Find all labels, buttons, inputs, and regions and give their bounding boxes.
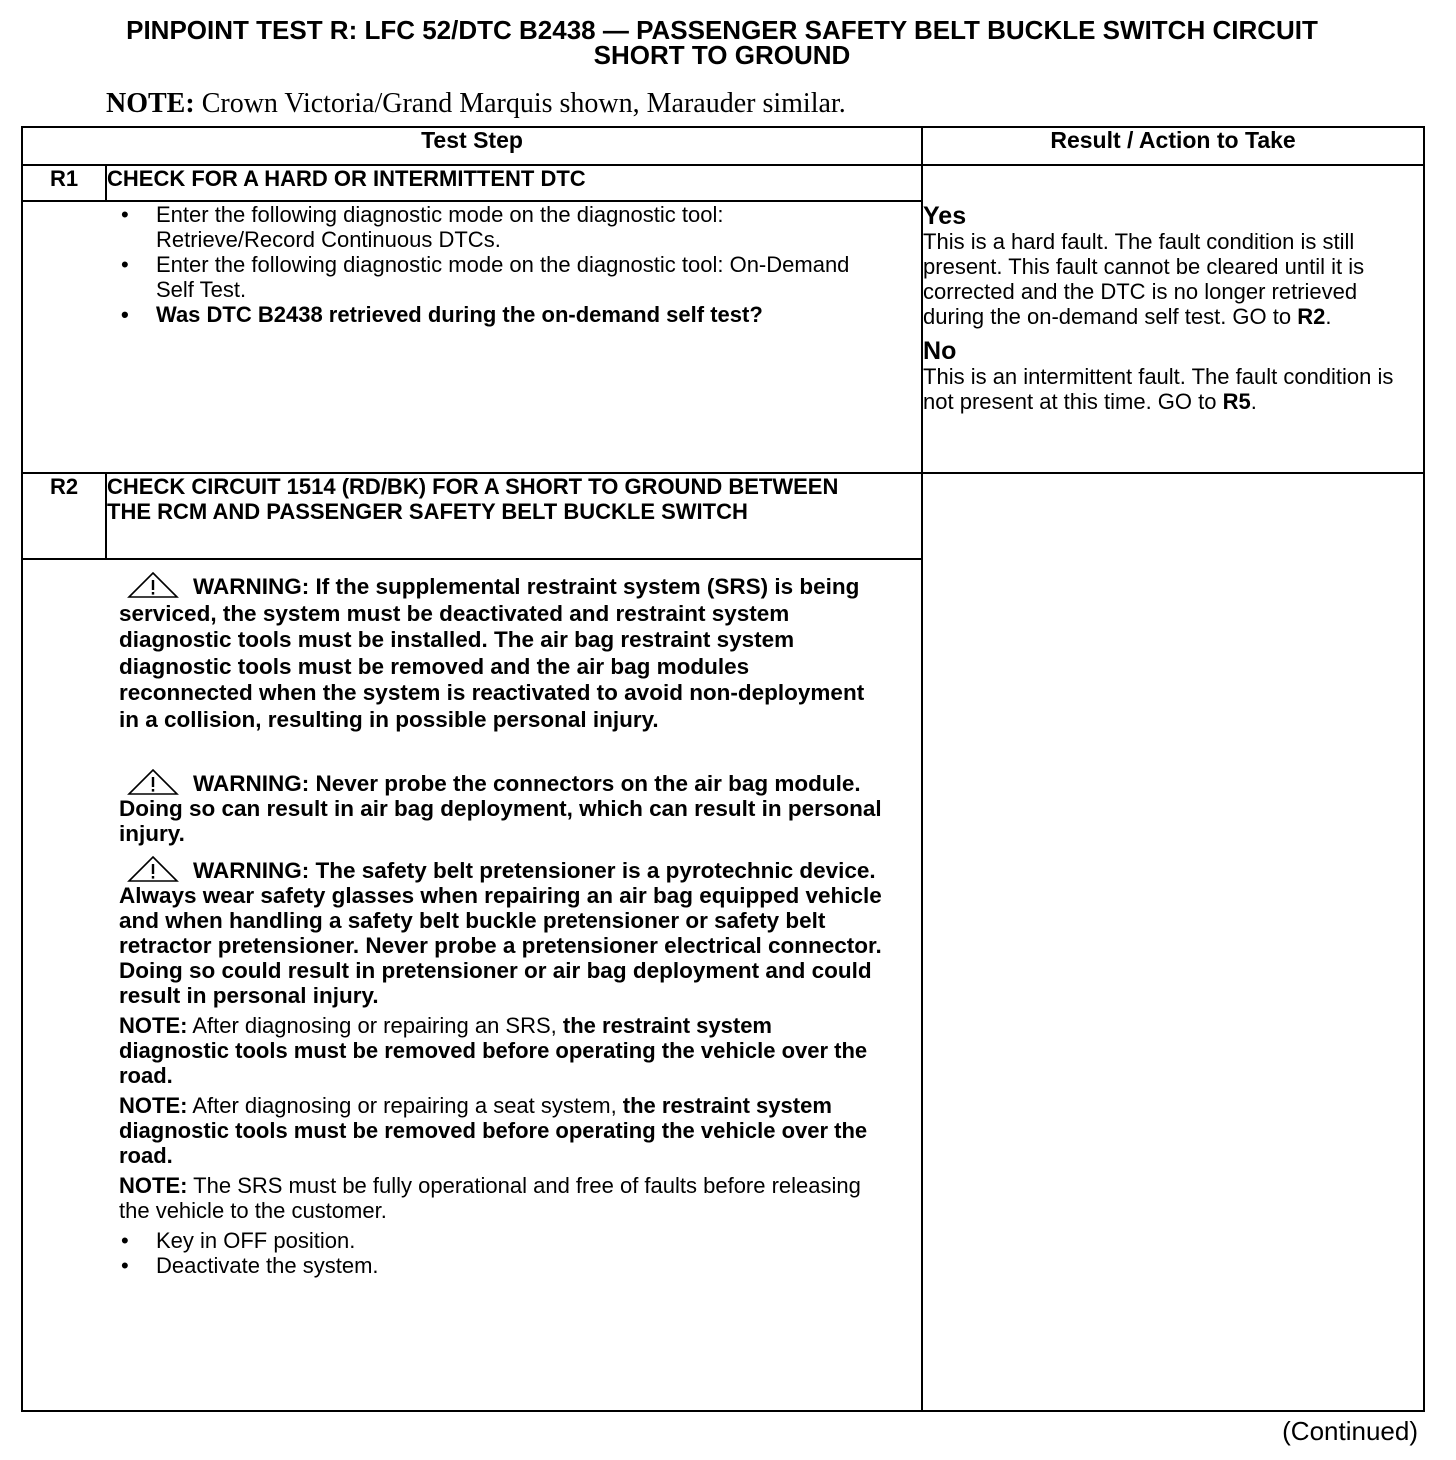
top-note-text: Crown Victoria/Grand Marquis shown, Marauder similar.: [194, 88, 846, 119]
continued-label: (Continued): [1282, 1416, 1418, 1446]
r2-body: [22, 559, 922, 1411]
r1-no-text: This is an intermittent fault. The fault condition is not present at this time. GO to R5.: [923, 364, 1394, 414]
r1-bullet-list: [119, 202, 861, 327]
note-paragraph: NOTE: After diagnosing or repairing an SRS, the restraint system diagnostic tools must be removed before operating the vehicle over the road.: [119, 1013, 868, 1088]
note-paragraph: NOTE: After diagnosing or repairing a seat system, the restraint system diagnostic tools must be removed before operating the vehicle over the road.: [119, 1093, 868, 1168]
list-item: • Enter the following diagnostic mode on the diagnostic tool: On-Demand Self Test.: [119, 252, 861, 302]
r2-bullet-list: [119, 1228, 885, 1278]
warning-triangle-icon: [127, 769, 179, 795]
warning-triangle-icon: [127, 856, 179, 882]
page-title: [0, 15, 1444, 70]
warning-block: WARNING: The safety belt pretensioner is a pyrotechnic device. Always wear safety glasses when repairing an air bag equipped vehicle and when handling a safety belt buckle pretensioner or safety belt retractor pretensioner. Never probe a pretensioner electrical connector. Doing so could result in pretensioner or air bag deployment and could result in personal injury.: [119, 858, 882, 1008]
warning-block: WARNING: If the supplemental restraint system (SRS) is being serviced, the system must be deactivated and restraint system diagnostic tools must be installed. The air bag restraint system diagnostic tools must be removed and the air bag modules reconnected when the system is reactivated to avoid non-deployment in a collision, resulting in possible personal injury.: [119, 574, 865, 732]
r2-result-cell: [922, 473, 1424, 1411]
pinpoint-test-table: [21, 126, 1425, 1412]
top-note-label: NOTE:: [106, 88, 195, 119]
r2-step-id: R2: [22, 473, 106, 559]
r1-title-row: [22, 165, 1424, 201]
r1-yes-text: This is a hard fault. The fault condition is still present. This fault cannot be cleared until it is corrected and the DTC is no longer retrieved during the on-demand self test. GO to R2.: [923, 229, 1365, 329]
r1-body: [22, 201, 922, 473]
r1-step-id: R1: [22, 165, 106, 201]
r1-no-label: No: [923, 337, 957, 365]
list-item: • Deactivate the system.: [119, 1253, 885, 1278]
r1-yes-label: Yes: [923, 202, 967, 230]
r2-title-row: [22, 473, 1424, 559]
title-line-2: SHORT TO GROUND: [593, 40, 851, 70]
r1-result-cell: [922, 165, 1424, 473]
r1-yes-target: R2: [1297, 304, 1326, 329]
title-line-1: PINPOINT TEST R: LFC 52/DTC B2438 — PASSENGER SAFETY BELT BUCKLE SWITCH CIRCUIT: [126, 15, 1318, 45]
r1-question: • Was DTC B2438 retrieved during the on-demand self test?: [119, 302, 861, 327]
r2-step-title: CHECK CIRCUIT 1514 (RD/BK) FOR A SHORT TO GROUND BETWEEN THE RCM AND PASSENGER SAFETY BELT BUCKLE SWITCH: [106, 473, 922, 559]
table-header-row: [22, 127, 1424, 165]
r1-no-target: R5: [1222, 389, 1251, 414]
test-step-header: Test Step: [22, 127, 922, 165]
warning-triangle-icon: [127, 572, 179, 598]
result-header: Result / Action to Take: [922, 127, 1424, 165]
note-paragraph: NOTE: The SRS must be fully operational and free of faults before releasing the vehicle to the customer.: [119, 1173, 861, 1223]
top-note: [106, 88, 846, 120]
warning-block: WARNING: Never probe the connectors on the air bag module. Doing so can result in air bag deployment, which can result in personal injury.: [119, 771, 882, 846]
list-item: • Key in OFF position.: [119, 1228, 885, 1253]
r1-step-title: CHECK FOR A HARD OR INTERMITTENT DTC: [106, 165, 922, 201]
list-item: • Enter the following diagnostic mode on the diagnostic tool: Retrieve/Record Continuous DTCs.: [119, 202, 861, 252]
